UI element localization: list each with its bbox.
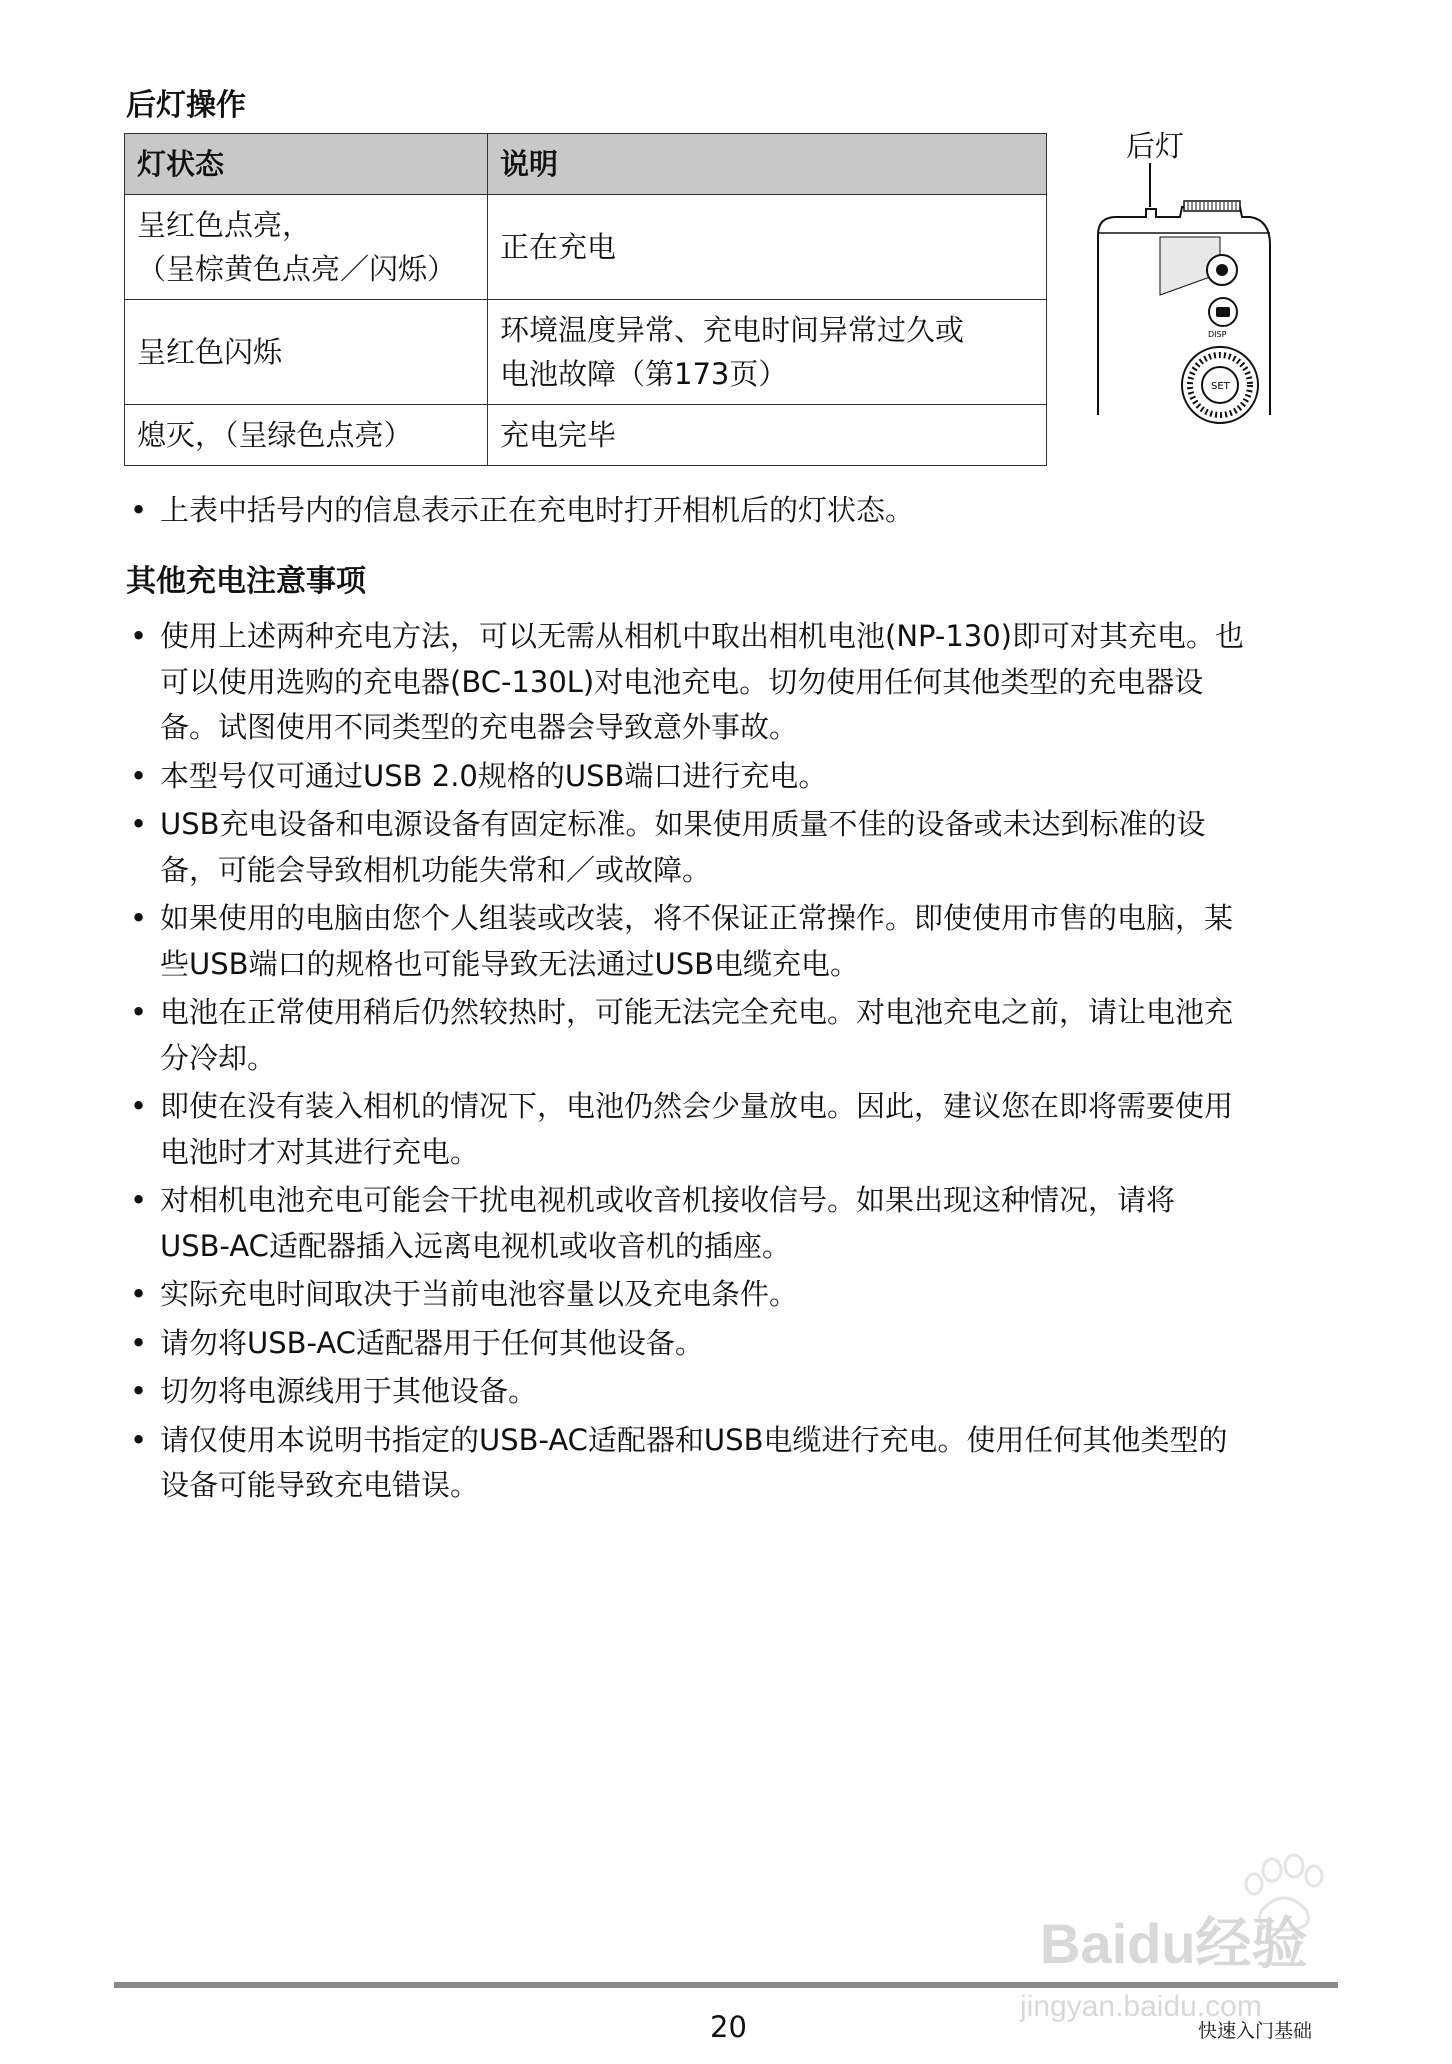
- list-item-line: 备，可能会导致相机功能失常和／或故障。: [160, 852, 712, 887]
- cell-text: 熄灭，（呈绿色点亮）: [137, 418, 413, 452]
- list-item-line: • 请勿将USB-AC适配器用于任何其他设备。: [160, 1325, 704, 1360]
- list-item: [126, 990, 1326, 1081]
- cell-description: [488, 300, 1047, 405]
- cell-text: 呈红色点亮，: [137, 208, 312, 242]
- list-item: [126, 754, 1326, 800]
- list-item-line: • USB充电设备和电源设备有固定标准。如果使用质量不佳的设备或未达到标准的设: [160, 807, 1206, 841]
- table-row: [125, 405, 1047, 466]
- cell-text: 正在充电: [500, 230, 617, 264]
- precautions-list: [126, 614, 1326, 1512]
- list-item: [126, 802, 1326, 893]
- list-item-line: 备。试图使用不同类型的充电器会导致意外事故。: [160, 710, 799, 744]
- list-item-line: • 使用上述两种充电方法，可以无需从相机中取出相机电池(NP-130)即可对其充电。也: [160, 619, 1244, 653]
- list-item-line: 设备可能导致充电错误。: [160, 1468, 480, 1502]
- section-title-rear-lamp: 后灯操作: [126, 88, 246, 123]
- section-title-charging-precautions: 其他充电注意事项: [126, 564, 366, 599]
- list-item-line: • 电池在正常使用稍后仍然较热时，可能无法完全充电。对电池充电之前，请让电池充: [160, 995, 1234, 1029]
- list-item-line: • 即使在没有装入相机的情况下，电池仍然会少量放电。因此，建议您在即将需要使用: [160, 1089, 1234, 1123]
- list-item: [126, 614, 1326, 751]
- cell-description: [488, 195, 1047, 300]
- list-item-line: 分冷却。: [160, 1040, 277, 1075]
- list-item-line: • 本型号仅可通过USB 2.0规格的USB端口进行充电。: [160, 758, 828, 793]
- footer-divider: [114, 1982, 1338, 1988]
- list-item-line: • 切勿将电源线用于其他设备。: [160, 1374, 538, 1408]
- header-description: 说明: [488, 134, 1047, 195]
- list-item-line: 可以使用选购的充电器(BC-130L)对电池充电。切勿使用任何其他类型的充电器设: [160, 664, 1204, 699]
- list-item-line: USB-AC适配器插入远离电视机或收音机的插座。: [160, 1228, 791, 1263]
- list-item: [126, 1321, 1326, 1367]
- list-item-line: • 如果使用的电脑由您个人组装或改装，将不保证正常操作。即使使用市售的电脑，某: [160, 901, 1234, 935]
- cell-text: （呈棕黄色点亮／闪烁）: [137, 252, 457, 286]
- list-item: [126, 1178, 1326, 1269]
- list-item: [126, 1418, 1326, 1509]
- cell-state: [125, 195, 488, 300]
- cell-state: [125, 300, 488, 405]
- table-note: • 上表中括号内的信息表示正在充电时打开相机后的灯状态。: [126, 488, 1326, 532]
- list-item: [126, 896, 1326, 987]
- cell-text: 环境温度异常、充电时间异常过久或: [500, 313, 965, 347]
- list-item-line: • 对相机电池充电可能会干扰电视机或收音机接收信号。如果出现这种情况，请将: [160, 1183, 1176, 1217]
- page-number: 20: [710, 2010, 747, 2044]
- cell-description: [488, 405, 1047, 466]
- cell-text: 电池故障（第173页）: [500, 357, 788, 391]
- header-lamp-state: 灯状态: [125, 134, 488, 195]
- list-item-line: 电池时才对其进行充电。: [160, 1134, 480, 1169]
- footer-section-name: 快速入门基础: [1198, 2020, 1313, 2042]
- table-row: [125, 195, 1047, 300]
- list-item: [126, 1084, 1326, 1175]
- set-button-label: SET: [1211, 381, 1230, 392]
- rear-lamp-figure-label: 后灯: [1126, 129, 1185, 163]
- cell-text: 呈红色闪烁: [137, 335, 283, 369]
- disp-label: DISP: [1208, 330, 1227, 339]
- table-row: [125, 300, 1047, 405]
- list-item-line: • 实际充电时间取决于当前电池容量以及充电条件。: [160, 1277, 799, 1311]
- cell-text: 充电完毕: [500, 418, 617, 452]
- table-header-row: [125, 134, 1047, 195]
- lamp-status-table: [124, 133, 1047, 466]
- watermark-logo-text: Baidu经验: [1040, 1912, 1308, 1975]
- list-item: [126, 1369, 1326, 1415]
- list-item-line: 些USB端口的规格也可能导致无法通过USB电缆充电。: [160, 946, 860, 981]
- camera-rear-illustration: [1090, 125, 1280, 425]
- cell-state: [125, 405, 488, 466]
- list-item: [126, 1272, 1326, 1318]
- list-item-line: • 请仅使用本说明书指定的USB-AC适配器和USB电缆进行充电。使用任何其他类型的: [160, 1422, 1228, 1457]
- watermark-url: jingyan.baidu.com: [1020, 1990, 1262, 2023]
